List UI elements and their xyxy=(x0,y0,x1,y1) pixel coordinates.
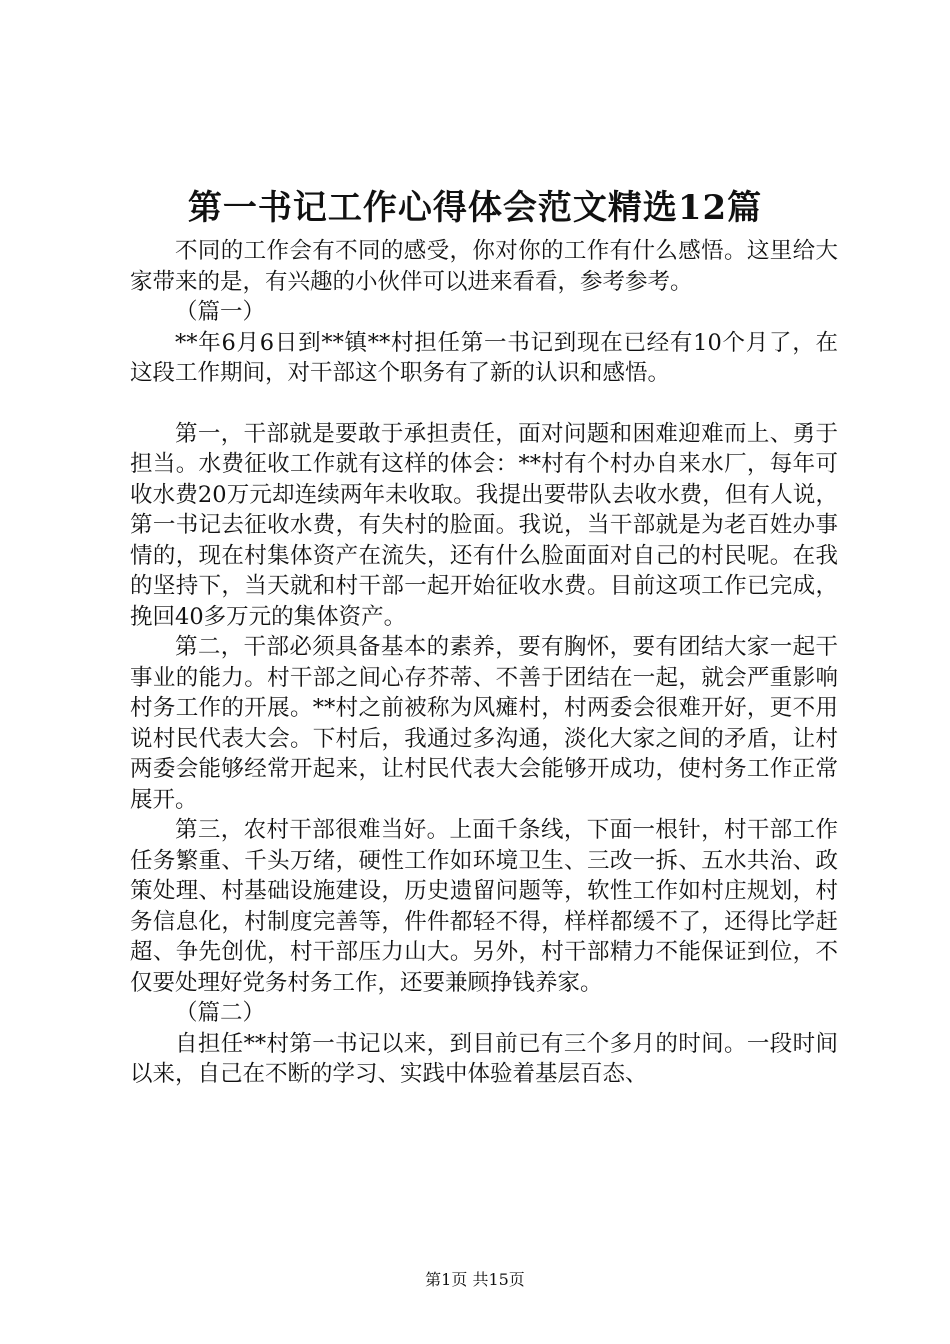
section-heading-2: （篇二） xyxy=(175,1000,266,1026)
section-heading-1: （篇一） xyxy=(175,299,266,325)
document-title: 第一书记工作心得体会范文精选12篇 xyxy=(187,188,763,228)
body-paragraph: 自担任**村第一书记以来，到目前已有三个多月的时间。一段时间以来，自己在不断的学习、实践中体验着基层百态、 xyxy=(130,1030,838,1087)
body-paragraph: 第三，农村干部很难当好。上面千条线，下面一根针，村干部工作任务繁重、千头万绪，硬性工作如环境卫生、三改一拆、五水共治、政策处理、村基础设施建设，历史遗留问题等，软性工作如村庄规划，村务信息化，村制度完善等，件件都轻不得，样样都缓不了，还得比学赶超、争先创优，村干部压力山大。另外，村干部精力不能保证到位，不仅要处理好党务村务工作，还要兼顾挣钱养家。 xyxy=(130,817,838,996)
body-paragraph: **年6月6日到**镇**村担任第一书记到现在已经有10个月了，在这段工作期间，对干部这个职务有了新的认识和感悟。 xyxy=(130,329,838,386)
page-number-footer: 第1页 共15页 xyxy=(425,1270,525,1289)
document-body xyxy=(130,236,838,1090)
intro-paragraph: 不同的工作会有不同的感受，你对你的工作有什么感悟。这里给大家带来的是，有兴趣的小伙伴可以进来看看，参考参考。 xyxy=(130,238,838,295)
body-paragraph: 第一，干部就是要敢于承担责任，面对问题和困难迎难而上、勇于担当。水费征收工作就有这样的体会：**村有个村办自来水厂，每年可收水费20万元却连续两年未收取。我提出要带队去收水费，但有人说，第一书记去征收水费，有失村的脸面。我说，当干部就是为老百姓办事情的，现在村集体资产在流失，还有什么脸面面对自己的村民呢。在我的坚持下，当天就和村干部一起开始征收水费。目前这项工作已完成，挽回40多万元的集体资产。 xyxy=(130,420,838,630)
body-paragraph: 第二，干部必须具备基本的素养，要有胸怀，要有团结大家一起干事业的能力。村干部之间心存芥蒂、不善于团结在一起，就会严重影响村务工作的开展。**村之前被称为风瘫村，村两委会很难开好，更不用说村民代表大会。下村后，我通过多沟通，淡化大家之间的矛盾，让村两委会能够经常开起来，让村民代表大会能够开成功，使村务工作正常展开。 xyxy=(130,634,838,813)
